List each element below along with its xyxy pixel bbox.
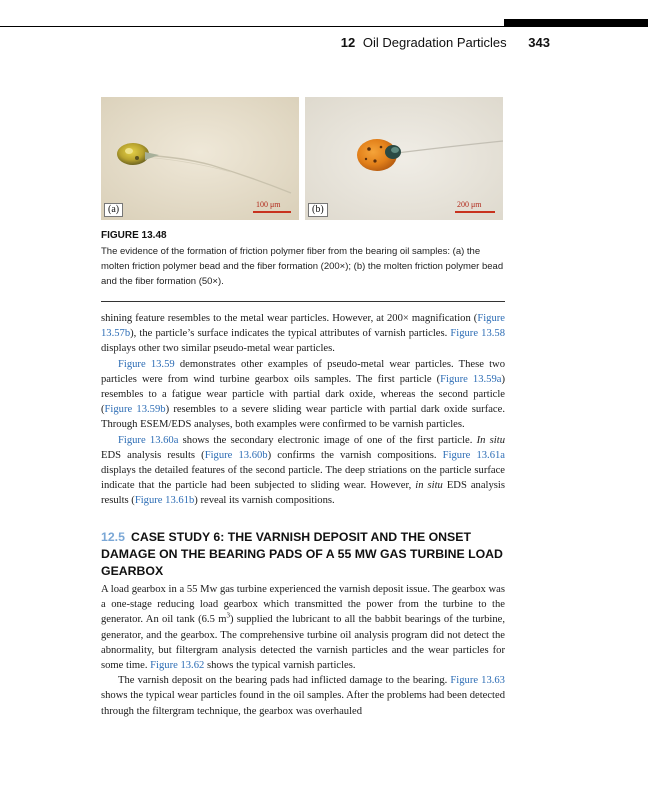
- chapter-title: Oil Degradation Particles: [362, 35, 507, 50]
- figure-link[interactable]: Figure 13.60b: [204, 449, 268, 461]
- figure-link[interactable]: Figure 13.57b: [101, 313, 505, 340]
- figure-panel-a-image: [101, 97, 299, 220]
- figure-link[interactable]: Figure 13.59b: [104, 404, 166, 416]
- chapter-number: 12: [340, 35, 356, 50]
- figure-link[interactable]: Figure 13.61a: [442, 449, 505, 461]
- paragraph-3: Figure 13.60a shows the secondary electronic image of one of the first particle. In situ EDS analysis results (Figure 13.60b) confirms the varnish compositions. Figure 13.61a displays the detailed features of the second particle. The deep striations on the particle surface indicate that the particle had been subjected to sliding wear. However, in situ EDS analysis results (Figure 13.61b) reveal its varnish compositions.: [101, 434, 505, 507]
- section-number: 12.5: [101, 530, 125, 544]
- paragraph-4: A load gearbox in a 55 Mw gas turbine experienced the varnish deposit issue. The gearbox was a one-stage reducing load gearbox which transmitted the power from the turbine to the generator. An oil tank (6.5 $m^3$) supplied the lubricant to all the babbit bearings of the turbine, generator, and the gearbox. The comprehensive turbine oil analysis program did not detect the abnormality, but filtergram analysis detected the varnish particles and the wear particles for some time. Figure 13.62 shows the typical varnish particles.: [101, 584, 505, 672]
- figure-link[interactable]: Figure 13.61b: [134, 495, 195, 507]
- header-block: [504, 19, 648, 27]
- paragraph-1: shining feature resembles to the metal wear particles. However, at 200× magnification (Figure 13.57b), the particle’s surface indicates the typical attributes of varnish particles. Figure 13.58 displays other two similar pseudo-metal wear particles.: [101, 313, 505, 355]
- figure-link[interactable]: Figure 13.60a: [118, 434, 179, 446]
- running-head: [341, 35, 550, 50]
- scale-label-b: 200 μm: [457, 200, 482, 209]
- scale-bar-a: [253, 211, 291, 213]
- section-heading: [101, 529, 505, 580]
- figure-title: FIGURE 13.48: [101, 230, 167, 241]
- panel-b-label: (b): [308, 203, 328, 217]
- body-text-upper: [101, 311, 505, 509]
- figure-link[interactable]: Figure 13.58: [450, 328, 505, 340]
- figure-13-48: [101, 97, 503, 220]
- paragraph-5: The varnish deposit on the bearing pads had inflicted damage to the bearing. Figure 13.63 shows the typical wear particles found in the oil samples. After the problems had been detected through the filtergram technique, the gearbox was overhauled: [101, 675, 505, 717]
- figure-link[interactable]: Figure 13.62: [150, 660, 205, 672]
- figure-link[interactable]: Figure 13.59a: [440, 373, 502, 385]
- body-text-lower: [101, 582, 505, 719]
- panel-a-label: (a): [104, 203, 123, 217]
- figure-panel-b-image: [305, 97, 503, 220]
- figure-divider: [101, 301, 505, 302]
- section-title: CASE STUDY 6: THE VARNISH DEPOSIT AND THE ONSET DAMAGE ON THE BEARING PADS OF A 55 MW GAS TURBINE LOAD GEARBOX: [101, 530, 503, 578]
- figure-caption: The evidence of the formation of friction polymer fiber from the bearing oil samples: (a) the molten friction polymer bead and the fiber formation (200×); (b) the molten friction polymer bead and the fiber formation (50×).: [101, 246, 504, 287]
- page-number: 343: [528, 35, 550, 50]
- paragraph-2: Figure 13.59 demonstrates other examples of pseudo-metal wear particles. These two particles were from wind turbine gearbox oils samples. The first particle (Figure 13.59a) resembles to a fatigue wear particle with partial dark oxide, whereas the second particle (Figure 13.59b) resembles to a severe sliding wear particle with partial dark oxide surface. Through ESEM/EDS analyses, both examples were confirmed to be varnish particles.: [101, 358, 505, 431]
- scale-label-a: 100 μm: [256, 200, 281, 209]
- figure-link[interactable]: Figure 13.59: [118, 358, 175, 370]
- scale-bar-b: [455, 211, 495, 213]
- figure-link[interactable]: Figure 13.63: [450, 675, 505, 687]
